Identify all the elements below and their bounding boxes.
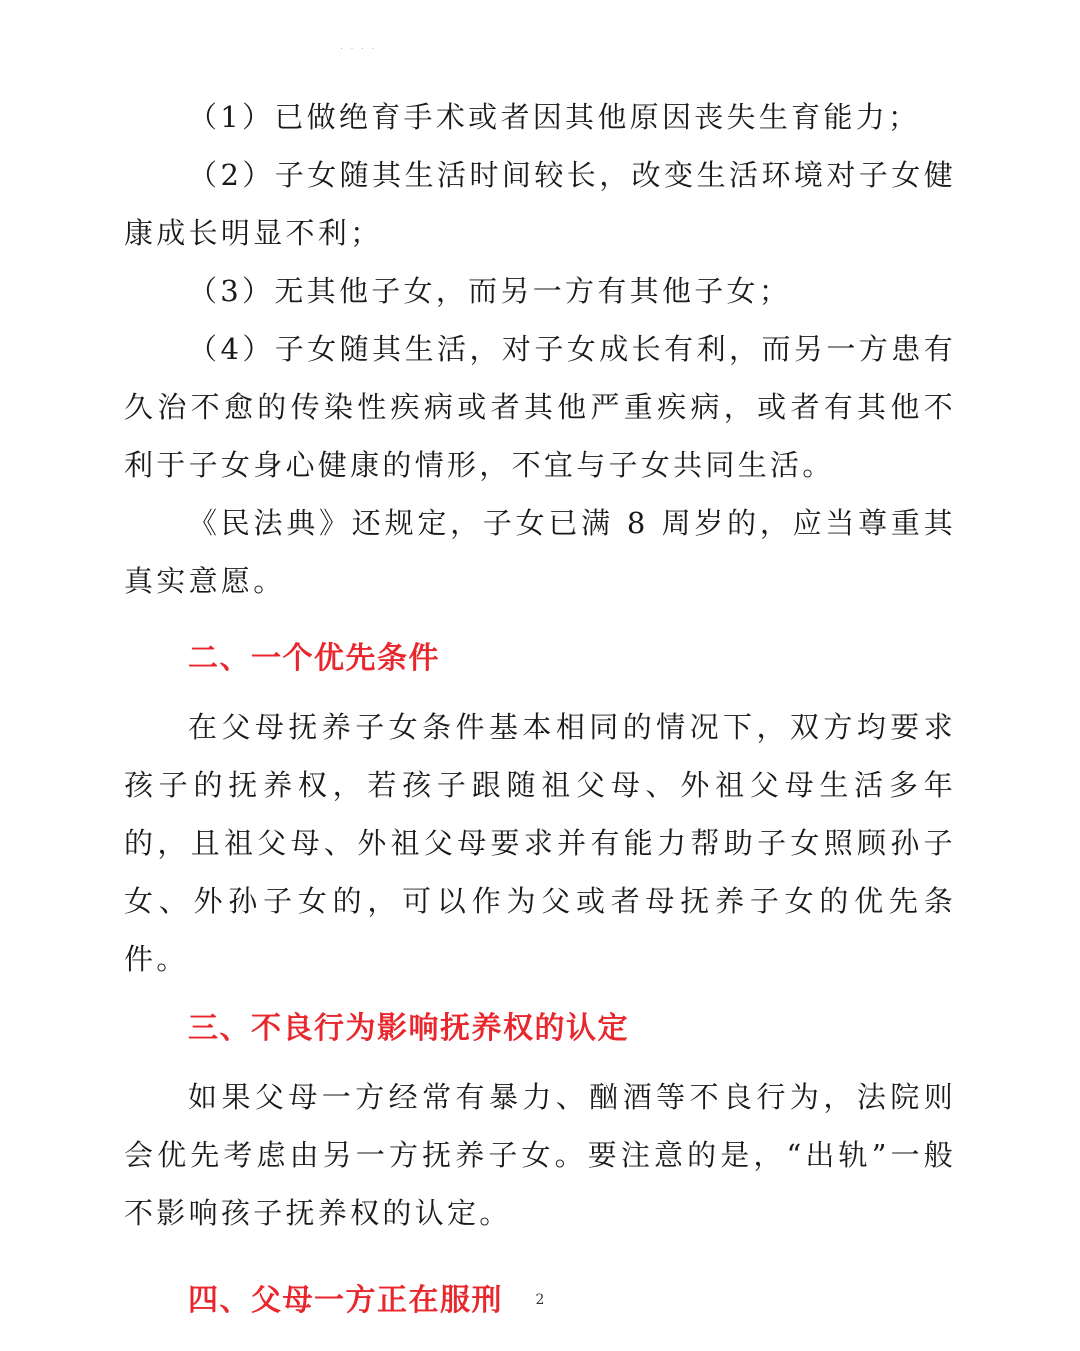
document-body: [124, 88, 956, 1336]
condition-item-4: （4）子女随其生活，对子女成长有利，而另一方患有久治不愈的传染性疾病或者其他严重疾病，或者有其他不利于子女身心健康的情形，不宜与子女共同生活。: [124, 332, 956, 482]
section-body-priority: 在父母抚养子女条件基本相同的情况下，双方均要求孩子的抚养权，若孩子跟随祖父母、外祖父母生活多年的，且祖父母、外祖父母要求并有能力帮助子女照顾孙子女、外孙子女的，可以作为父或者母抚养子女的优先条件。: [124, 710, 956, 976]
page-number: 2: [535, 1292, 545, 1308]
section-body-misconduct: 如果父母一方经常有暴力、酗酒等不良行为，法院则会优先考虑由另一方抚养子女。要注意的是，“出轨”一般不影响孩子抚养权的认定。: [124, 1080, 956, 1230]
condition-item-3: （3）无其他子女，而另一方有其他子女；: [188, 274, 792, 308]
civil-code-note: 《民法典》还规定，子女已满 8 周岁的，应当尊重其真实意愿。: [124, 506, 956, 598]
section-heading-misconduct: 三、不良行为影响抚养权的认定: [188, 1011, 629, 1046]
section-heading-priority: 二、一个优先条件: [188, 641, 440, 676]
header-mark: · · · ·: [340, 44, 377, 55]
condition-item-2: （2）子女随其生活时间较长，改变生活环境对子女健康成长明显不利；: [124, 158, 956, 250]
condition-item-1: （1）已做绝育手术或者因其他原因丧失生育能力；: [188, 100, 921, 134]
section-heading-imprisonment: 四、父母一方正在服刑: [188, 1283, 503, 1318]
